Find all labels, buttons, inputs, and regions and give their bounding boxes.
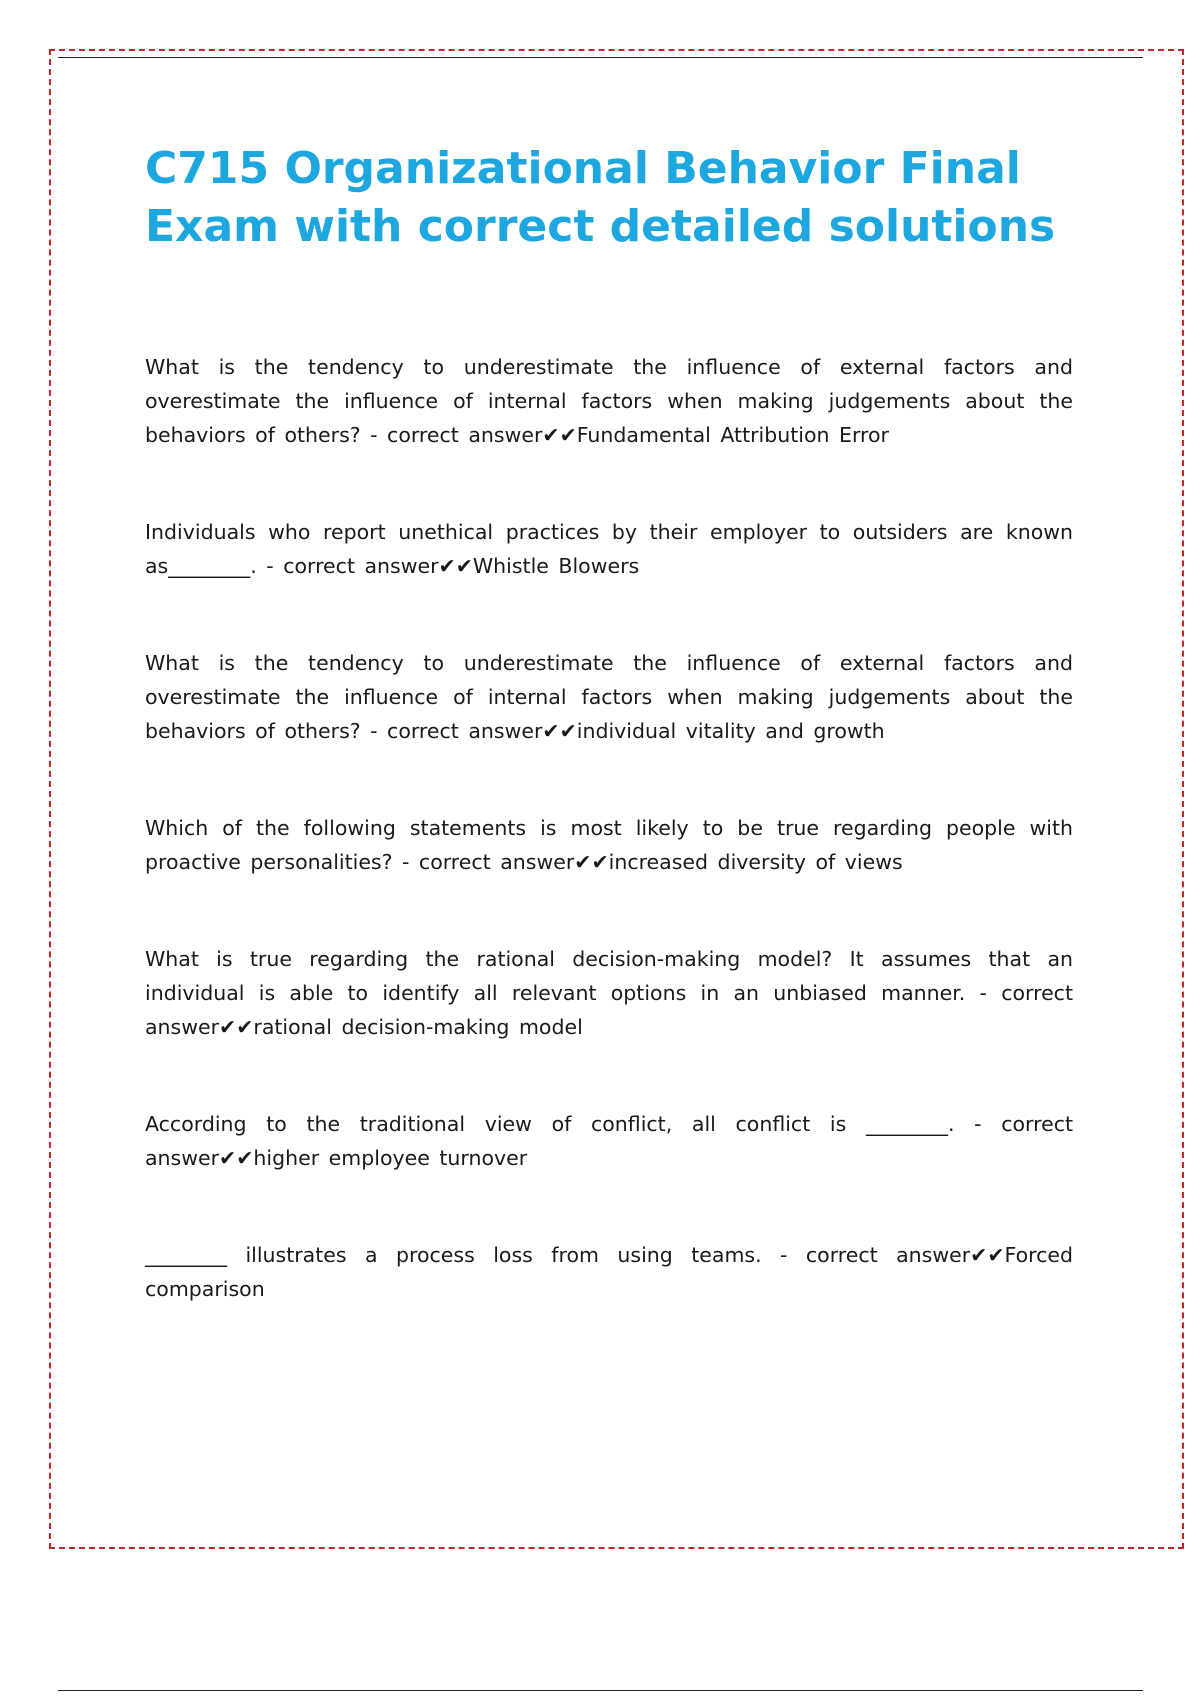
qa-list bbox=[145, 350, 1073, 1306]
question-text: ________ illustrates a process loss from using teams. bbox=[145, 1243, 762, 1267]
bottom-divider bbox=[58, 1690, 1143, 1691]
answer-separator: - correct answer✔✔ bbox=[761, 1243, 1005, 1267]
qa-item bbox=[145, 1238, 1073, 1306]
qa-item bbox=[145, 515, 1073, 583]
answer-separator: - correct answer✔✔ bbox=[256, 554, 473, 578]
qa-item bbox=[145, 1107, 1073, 1175]
answer-text: Whistle Blowers bbox=[472, 554, 640, 578]
answer-text: Forced comparison bbox=[145, 1243, 1073, 1301]
question-text: What is true regarding the rational decision-making model? It assumes that an individual is able to identify all relevant options in an unbiased manner. bbox=[145, 947, 1073, 1005]
question-text: According to the traditional view of conflict, all conflict is ________. bbox=[145, 1112, 955, 1136]
qa-item bbox=[145, 942, 1073, 1044]
document-title: C715 Organizational Behavior Final Exam with correct detailed solutions bbox=[145, 143, 1056, 252]
answer-separator: - correct answer✔✔ bbox=[145, 981, 1073, 1039]
question-text: What is the tendency to underestimate the influence of external factors and overestimate the influence of internal factors when making judgements about the behaviors of others? bbox=[145, 651, 1073, 743]
qa-item bbox=[145, 646, 1073, 748]
answer-separator: - correct answer✔✔ bbox=[392, 850, 609, 874]
answer-text: Fundamental Attribution Error bbox=[576, 423, 889, 447]
top-divider bbox=[58, 57, 1143, 58]
answer-text: individual vitality and growth bbox=[576, 719, 885, 743]
answer-separator: - correct answer✔✔ bbox=[360, 719, 577, 743]
answer-separator: - correct answer✔✔ bbox=[360, 423, 577, 447]
answer-text: higher employee turnover bbox=[253, 1146, 528, 1170]
answer-text: increased diversity of views bbox=[608, 850, 903, 874]
question-text: Individuals who report unethical practices by their employer to outsiders are known as________. bbox=[145, 520, 1073, 578]
answer-separator: - correct answer✔✔ bbox=[145, 1112, 1073, 1170]
answer-text: rational decision-making model bbox=[253, 1015, 583, 1039]
qa-item bbox=[145, 811, 1073, 879]
qa-item bbox=[145, 350, 1073, 452]
question-text: What is the tendency to underestimate the influence of external factors and overestimate the influence of internal factors when making judgements about the behaviors of others? bbox=[145, 355, 1073, 447]
question-text: Which of the following statements is most likely to be true regarding people with proactive personalities? bbox=[145, 816, 1073, 874]
